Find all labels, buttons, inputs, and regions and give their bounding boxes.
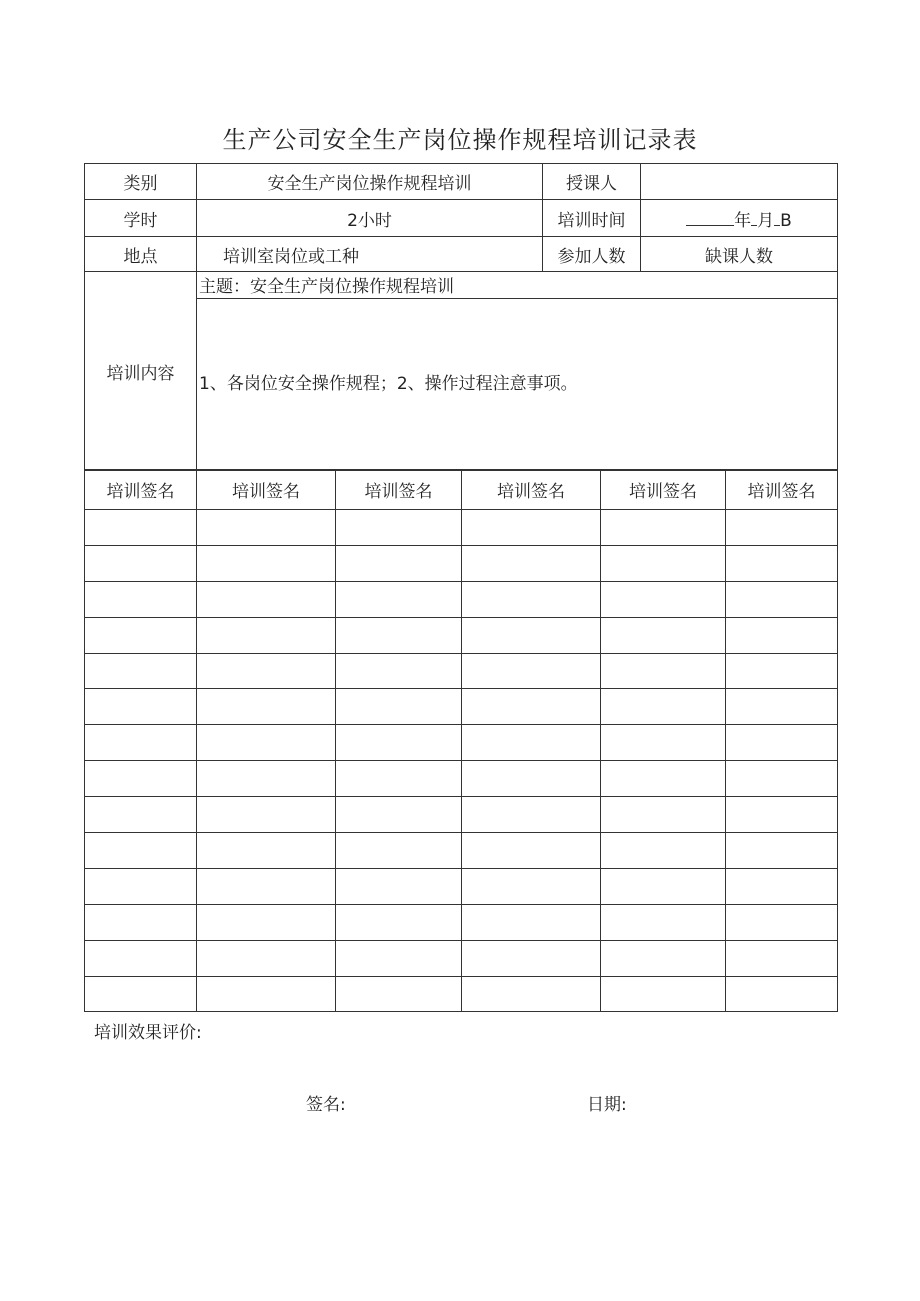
time-label: 培训时间 — [543, 200, 641, 237]
signature-cell[interactable] — [336, 833, 462, 869]
signature-row — [85, 510, 838, 546]
signature-cell[interactable] — [197, 510, 336, 546]
absent-label: 缺课人数 — [641, 237, 838, 272]
category-value[interactable]: 安全生产岗位操作规程培训 — [197, 164, 543, 200]
date-month: 月 — [757, 210, 775, 231]
signature-cell[interactable] — [726, 689, 838, 725]
signature-cell[interactable] — [197, 976, 336, 1012]
signature-cell[interactable] — [197, 653, 336, 689]
signature-cell[interactable] — [197, 797, 336, 833]
signature-cell[interactable] — [336, 868, 462, 904]
location-label: 地点 — [85, 237, 197, 272]
signature-cell[interactable] — [462, 797, 601, 833]
signature-cell[interactable] — [197, 545, 336, 581]
signature-cell[interactable] — [85, 940, 197, 976]
signature-cell[interactable] — [462, 725, 601, 761]
signature-cell[interactable] — [85, 725, 197, 761]
signature-cell[interactable] — [336, 940, 462, 976]
signature-row — [85, 833, 838, 869]
signature-cell[interactable] — [726, 617, 838, 653]
signature-cell[interactable] — [726, 761, 838, 797]
attendance-label: 参加人数 — [543, 237, 641, 272]
signature-row — [85, 581, 838, 617]
date-day: B — [780, 210, 792, 231]
signature-header: 培训签名 — [726, 470, 838, 510]
signature-cell[interactable] — [601, 904, 726, 940]
signature-cell[interactable] — [601, 510, 726, 546]
signature-cell[interactable] — [197, 725, 336, 761]
location-value[interactable]: 培训室岗位或工种 — [197, 237, 543, 272]
teacher-value[interactable] — [641, 164, 838, 200]
content-topic: 主题：安全生产岗位操作规程培训 — [197, 272, 837, 299]
signature-cell[interactable] — [197, 689, 336, 725]
sign-label: 签名: — [306, 1095, 346, 1115]
signature-cell[interactable] — [462, 653, 601, 689]
signature-row — [85, 797, 838, 833]
signature-cell[interactable] — [197, 833, 336, 869]
signature-cell[interactable] — [85, 689, 197, 725]
signature-cell[interactable] — [601, 833, 726, 869]
signature-cell[interactable] — [601, 653, 726, 689]
signature-cell[interactable] — [85, 868, 197, 904]
signature-cell[interactable] — [336, 581, 462, 617]
signature-cell[interactable] — [197, 761, 336, 797]
signature-cell[interactable] — [336, 617, 462, 653]
signature-cell[interactable] — [601, 581, 726, 617]
signature-cell[interactable] — [336, 976, 462, 1012]
signature-header: 培训签名 — [462, 470, 601, 510]
signature-cell[interactable] — [85, 617, 197, 653]
signature-cell[interactable] — [462, 761, 601, 797]
signature-cell[interactable] — [336, 653, 462, 689]
signature-row — [85, 976, 838, 1012]
hours-value[interactable]: 2小时 — [197, 200, 543, 237]
signature-cell[interactable] — [85, 545, 197, 581]
signature-cell[interactable] — [336, 725, 462, 761]
training-date[interactable] — [641, 200, 838, 237]
signature-cell[interactable] — [601, 761, 726, 797]
signature-cell[interactable] — [336, 689, 462, 725]
signature-cell[interactable] — [197, 868, 336, 904]
signature-cell[interactable] — [85, 581, 197, 617]
signature-cell[interactable] — [336, 545, 462, 581]
signature-cell[interactable] — [462, 833, 601, 869]
signature-row — [85, 725, 838, 761]
hours-label: 学时 — [85, 200, 197, 237]
signature-cell[interactable] — [85, 761, 197, 797]
signature-cell[interactable] — [601, 868, 726, 904]
signature-cell[interactable] — [197, 940, 336, 976]
signature-header: 培训签名 — [336, 470, 462, 510]
signature-cell[interactable] — [336, 904, 462, 940]
signature-cell[interactable] — [85, 653, 197, 689]
signature-cell[interactable] — [462, 868, 601, 904]
signature-row — [85, 617, 838, 653]
signature-cell[interactable] — [726, 904, 838, 940]
signature-cell[interactable] — [726, 510, 838, 546]
signature-row — [85, 653, 838, 689]
signature-header: 培训签名 — [85, 470, 197, 510]
page-title: 生产公司安全生产岗位操作规程培训记录表 — [222, 126, 698, 154]
teacher-label: 授课人 — [543, 164, 641, 200]
signature-cell[interactable] — [462, 545, 601, 581]
signature-cell[interactable] — [197, 581, 336, 617]
signature-cell[interactable] — [85, 797, 197, 833]
signature-cell[interactable] — [601, 725, 726, 761]
signature-cell[interactable] — [601, 976, 726, 1012]
year-blank — [686, 211, 734, 226]
signature-header: 培训签名 — [601, 470, 726, 510]
category-label: 类别 — [85, 164, 197, 200]
signature-cell[interactable] — [462, 510, 601, 546]
signature-cell[interactable] — [726, 581, 838, 617]
date-year: 年 — [734, 210, 752, 231]
signature-row — [85, 940, 838, 976]
signature-cell[interactable] — [85, 976, 197, 1012]
signature-row — [85, 689, 838, 725]
signature-cell[interactable] — [462, 689, 601, 725]
signature-cell[interactable] — [336, 510, 462, 546]
signature-cell[interactable] — [336, 797, 462, 833]
signature-cell[interactable] — [726, 653, 838, 689]
signature-cell[interactable] — [197, 904, 336, 940]
signature-table — [84, 469, 838, 1012]
signature-cell[interactable] — [462, 581, 601, 617]
signature-cell[interactable] — [462, 976, 601, 1012]
signature-cell[interactable] — [462, 617, 601, 653]
signature-row — [85, 545, 838, 581]
signature-cell[interactable] — [85, 833, 197, 869]
date-label: 日期: — [587, 1095, 627, 1115]
signature-cell[interactable] — [601, 545, 726, 581]
evaluation-label: 培训效果评价: — [94, 1023, 202, 1043]
signature-cell[interactable] — [726, 940, 838, 976]
signature-row — [85, 868, 838, 904]
signature-cell[interactable] — [601, 797, 726, 833]
signature-cell[interactable] — [726, 868, 838, 904]
content-body: 1、各岗位安全操作规程；2、操作过程注意事项。 — [199, 374, 578, 394]
signature-cell[interactable] — [601, 940, 726, 976]
content-cell[interactable] — [197, 272, 838, 471]
signature-cell[interactable] — [462, 940, 601, 976]
signature-cell[interactable] — [462, 904, 601, 940]
signature-row — [85, 904, 838, 940]
signature-header: 培训签名 — [197, 470, 336, 510]
signature-cell[interactable] — [336, 761, 462, 797]
signature-cell[interactable] — [726, 976, 838, 1012]
signature-cell[interactable] — [197, 617, 336, 653]
info-table — [84, 163, 838, 471]
signature-cell[interactable] — [726, 725, 838, 761]
signature-cell[interactable] — [85, 510, 197, 546]
signature-cell[interactable] — [601, 689, 726, 725]
signature-cell[interactable] — [726, 545, 838, 581]
signature-cell[interactable] — [726, 833, 838, 869]
signature-cell[interactable] — [726, 797, 838, 833]
signature-row — [85, 761, 838, 797]
signature-cell[interactable] — [601, 617, 726, 653]
content-label: 培训内容 — [85, 272, 197, 471]
signature-cell[interactable] — [85, 904, 197, 940]
